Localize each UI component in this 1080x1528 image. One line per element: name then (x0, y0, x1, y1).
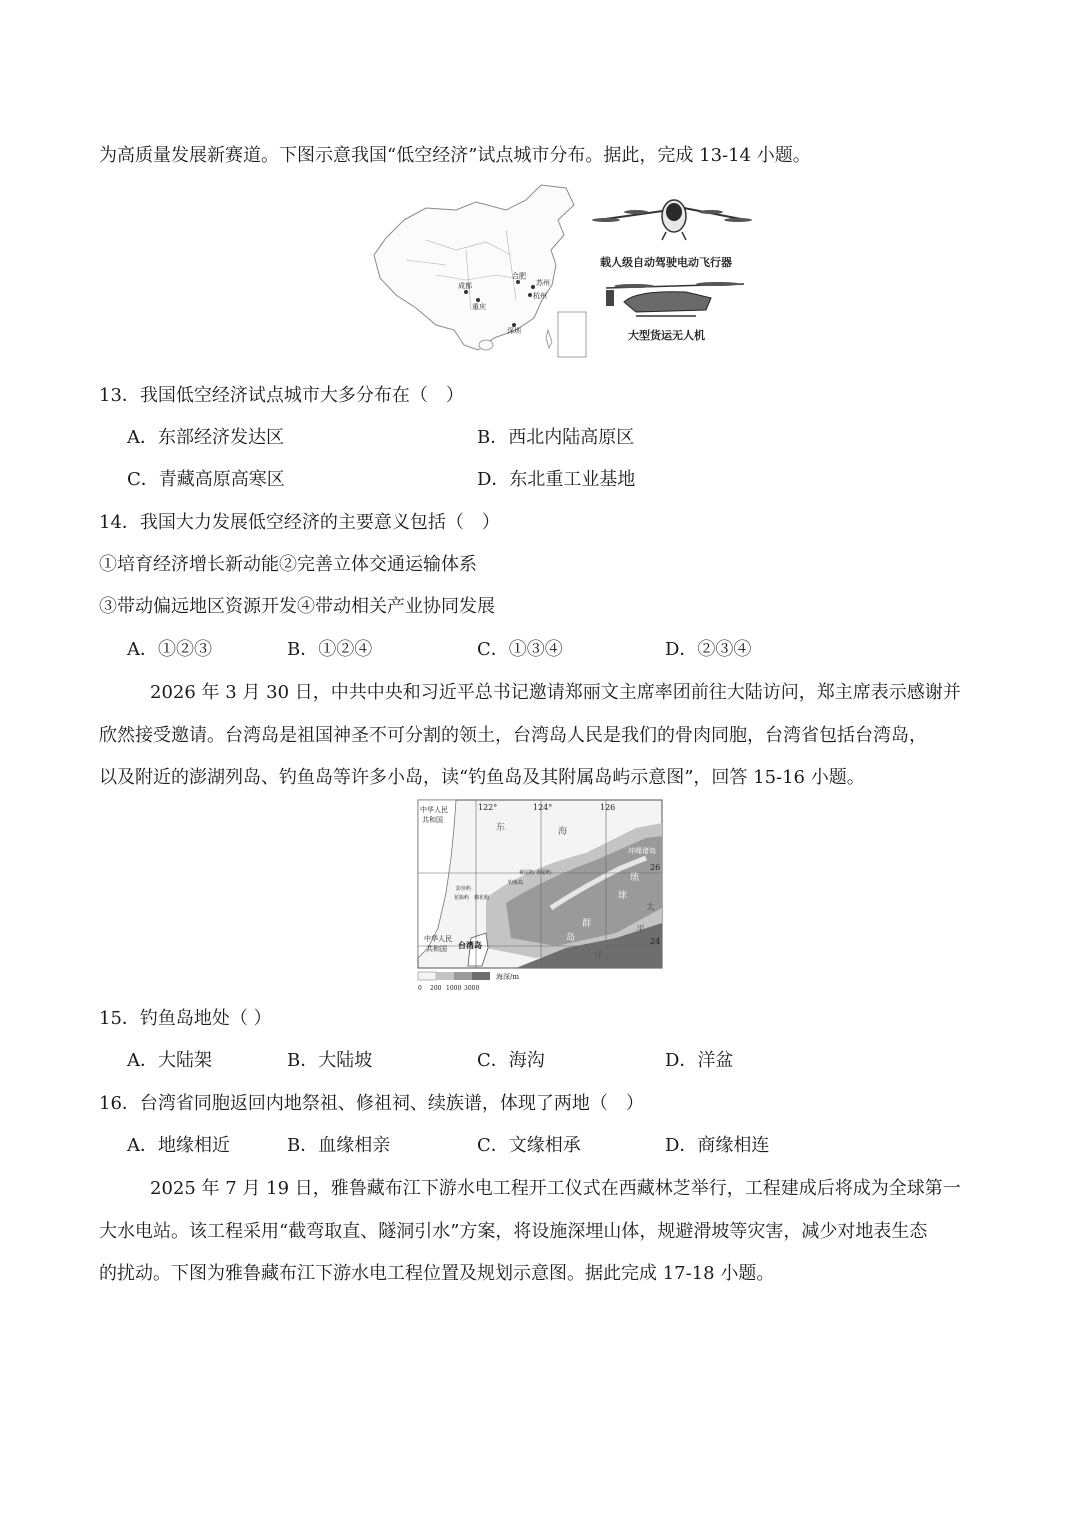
legend-tick-200: 200 (430, 985, 442, 992)
city-label-chengdu: 成都 (458, 282, 472, 290)
q13-option-b[interactable]: B．西北内陆高原区 (477, 427, 635, 448)
pacific-label-1: 太 (646, 903, 656, 913)
country-label-bottom-2: 共和国 (426, 945, 447, 953)
pacific-label-3: 洋 (594, 951, 604, 961)
ryukyu-label-2: 球 (618, 891, 628, 901)
passenger-evtol-icon (592, 200, 752, 240)
q13-option-d[interactable]: D．东北重工业基地 (477, 469, 636, 490)
q14-option-d[interactable]: D．②③④ (665, 639, 752, 660)
low-altitude-economy-figure (366, 180, 786, 365)
lon-label-124: 124° (533, 803, 553, 812)
q16-stem: 16．台湾省同胞返回内地祭祖、修祖祠、续族谱，体现了两地（ ） (99, 1093, 644, 1114)
island-label-pengjia: 彭佳屿 (456, 886, 472, 892)
q13-option-a[interactable]: A．东部经济发达区 (127, 427, 284, 448)
city-label-chongqing: 重庆 (472, 303, 486, 311)
q13-stem: 13．我国低空经济试点城市大多分布在（ ） (99, 385, 464, 406)
q14-option-c[interactable]: C．①③④ (477, 639, 563, 660)
island-label-huaping: 花瓶屿 (454, 895, 470, 901)
city-label-hangzhou: 杭州 (533, 292, 547, 300)
legend-title: 海深/m (496, 973, 519, 981)
legend-tick-1000: 1000 (446, 985, 462, 992)
q15-option-a[interactable]: A．大陆架 (127, 1050, 212, 1071)
legend-tick-3000: 3000 (464, 985, 480, 992)
city-label-suzhou: 苏州 (536, 279, 550, 287)
country-label-top-1: 中华人民 (420, 806, 448, 814)
ryukyu-label-1: 琉 (630, 873, 640, 883)
passage2-line-1: 2026 年 3 月 30 日，中共中央和习近平总书记邀请郑丽文主席率团前往大陆访问，郑主席表示感谢并 (150, 682, 961, 703)
city-label-shenzhen: 深圳 (507, 327, 521, 335)
cargo-drone-icon (606, 282, 744, 316)
caption-cargo-drone: 大型货运无人机 (628, 329, 705, 342)
intro-text: 为高质量发展新赛道。下图示意我国“低空经济”试点城市分布。据此，完成 13-14 小题。 (99, 145, 811, 166)
island-label-diaoyu: 钓鱼岛 (508, 880, 524, 886)
passage2-line-2: 欣然接受邀请。台湾岛是祖国神圣不可分割的领土，台湾岛人民是我们的骨肉同胞，台湾省包括台湾岛， (99, 725, 927, 746)
city-label-hefei: 合肥 (512, 272, 526, 280)
legend-tick-0: 0 (418, 985, 422, 992)
lon-label-122: 122° (478, 803, 498, 812)
diaoyu-islands-map (416, 798, 664, 993)
island-label-mianhua: 棉花屿 (474, 895, 490, 901)
q16-option-c[interactable]: C．文缘相承 (477, 1135, 581, 1156)
q14-option-a[interactable]: A．①②③ (127, 639, 212, 660)
sea-label-2: 海 (558, 827, 568, 837)
q15-option-d[interactable]: D．洋盆 (665, 1050, 734, 1071)
country-label-top-2: 共和国 (422, 816, 443, 824)
caption-passenger-evtol: 载人级自动驾驶电动飞行器 (600, 256, 732, 269)
lat-label-24: 24 (650, 937, 661, 946)
country-label-bottom-1: 中华人民 (424, 935, 452, 943)
lat-label-26: 26 (650, 863, 661, 872)
okinawa-label: 冲绳诸岛 (628, 847, 656, 855)
q13-option-c[interactable]: C．青藏高原高寒区 (127, 469, 285, 490)
lon-label-126: 126 (600, 803, 616, 812)
q16-option-b[interactable]: B．血缘相亲 (287, 1135, 391, 1156)
q14-stem: 14．我国大力发展低空经济的主要意义包括（ ） (99, 512, 500, 533)
passage2-line-3: 以及附近的澎湖列岛、钓鱼岛等许多小岛，读“钓鱼岛及其附属岛屿示意图”，回答 15-16 小题。 (99, 767, 865, 788)
passage3-line-2: 大水电站。该工程采用“截弯取直、隧洞引水”方案，将设施深埋山体，规避滑坡等灾害，减少对地表生态 (99, 1221, 928, 1242)
q15-option-c[interactable]: C．海沟 (477, 1050, 545, 1071)
q15-stem: 15．钓鱼岛地处（ ） (99, 1008, 272, 1029)
ryukyu-label-4: 岛 (566, 933, 576, 943)
q15-option-b[interactable]: B．大陆坡 (287, 1050, 373, 1071)
passage3-line-1: 2025 年 7 月 19 日，雅鲁藏布江下游水电工程开工仪式在西藏林芝举行，工程建成后将成为全球第一 (150, 1178, 961, 1199)
q14-option-b[interactable]: B．①②④ (287, 639, 373, 660)
pacific-label-2: 平 (636, 925, 646, 935)
ryukyu-label-3: 群 (582, 919, 592, 929)
passage3-line-3: 的扰动。下图为雅鲁藏布江下游水电工程位置及规划示意图。据此完成 17-18 小题。 (99, 1263, 775, 1284)
island-label-huangwei: 黄尾屿 (519, 870, 535, 876)
q16-option-d[interactable]: D．商缘相连 (665, 1135, 770, 1156)
q14-items-1: ①培育经济增长新动能②完善立体交通运输体系 (99, 554, 477, 575)
q16-option-a[interactable]: A．地缘相近 (127, 1135, 230, 1156)
island-label-taiwan: 台湾岛 (458, 940, 482, 950)
china-map-outline (374, 185, 574, 350)
sea-label-1: 东 (496, 823, 506, 833)
island-label-chiwei: 赤尾屿 (536, 870, 552, 876)
q14-items-2: ③带动偏远地区资源开发④带动相关产业协同发展 (99, 596, 495, 617)
